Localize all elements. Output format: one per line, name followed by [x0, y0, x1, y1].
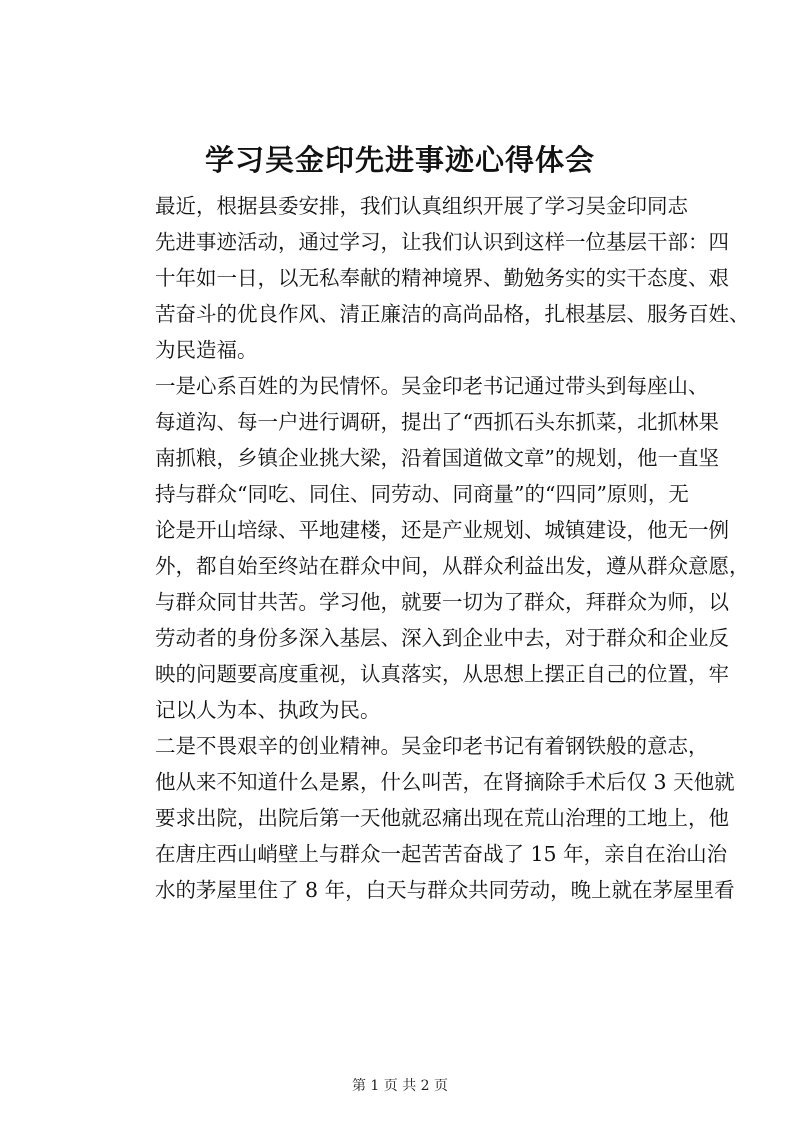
text-line: 外，都自始至终站在群众中间，从群众利益出发，遵从群众意愿， [155, 554, 750, 578]
text-line: 苦奋斗的优良作风、清正廉洁的高尚品格，扎根基层、服务百姓、 [155, 302, 750, 326]
text-line: 劳动者的身份多深入基层、深入到企业中去，对于群众和企业反 [155, 626, 729, 650]
text-line: 要求出院，出院后第一天他就忍痛出现在荒山治理的工地上，他 [155, 806, 729, 830]
paragraph-2 [114, 368, 750, 728]
text-line: 论是开山培绿、平地建楼，还是产业规划、城镇建设，他无一例 [155, 518, 729, 542]
text-line: 南抓粮，乡镇企业挑大梁，沿着国道做文章”的规划，他一直坚 [155, 446, 719, 470]
paragraph-1 [114, 188, 750, 368]
paragraph-3 [114, 728, 735, 908]
text-line: 每道沟、每一户进行调研，提出了“西抓石头东抓菜，北抓林果 [155, 410, 719, 434]
text-line: 水的茅屋里住了 8 年，白天与群众共同劳动，晚上就在茅屋里看 [155, 878, 735, 902]
text-line: 持与群众“同吃、同住、同劳动、同商量”的“四同”原则，无 [155, 482, 689, 506]
text-line: 先进事迹活动，通过学习，让我们认识到这样一位基层干部：四 [155, 230, 729, 254]
text-line: 记以人为本、执政为民。 [155, 698, 381, 722]
text-line: 为民造福。 [155, 338, 258, 362]
text-line: 映的问题要高度重视，认真落实，从思想上摆正自己的位置，牢 [155, 662, 729, 686]
text-line: 最近，根据县委安排，我们认真组织开展了学习吴金印同志 [155, 194, 688, 218]
text-line: 在唐庄西山峭壁上与群众一起苦苦奋战了 15 年，亲自在治山治 [155, 842, 728, 866]
text-line: 二是不畏艰辛的创业精神。吴金印老书记有着钢铁般的意志， [155, 734, 709, 758]
text-line: 他从来不知道什么是累，什么叫苦，在肾摘除手术后仅 3 天他就 [155, 770, 735, 794]
document-body [114, 188, 750, 908]
text-line: 十年如一日，以无私奉献的精神境界、勤勉务实的实干态度、艰 [155, 266, 729, 290]
text-line: 与群众同甘共苦。学习他，就要一切为了群众，拜群众为师，以 [155, 590, 729, 614]
text-line: 一是心系百姓的为民情怀。吴金印老书记通过带头到每座山、 [155, 374, 709, 398]
page-footer: 第 1 页 共 2 页 [351, 1078, 449, 1094]
page-title: 学习吴金印先进事迹心得体会 [204, 143, 595, 177]
